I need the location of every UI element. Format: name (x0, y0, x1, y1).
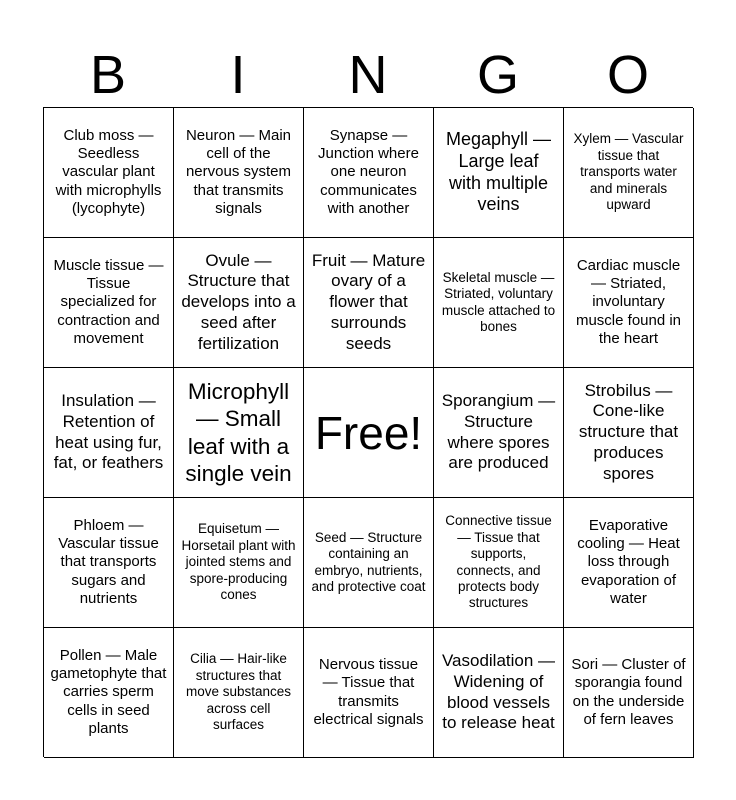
bingo-cell-pollen: Pollen — Male gametophyte that carries sperm cells in seed plants (44, 628, 174, 758)
bingo-cell-nervous-tissue: Nervous tissue — Tissue that transmits electrical signals (304, 628, 434, 758)
bingo-cell-microphyll: Microphyll — Small leaf with a single vein (174, 368, 304, 498)
bingo-cell-equisetum: Equisetum — Horsetail plant with jointed stems and spore-producing cones (174, 498, 304, 628)
bingo-cell-synapse: Synapse — Junction where one neuron communicates with another (304, 108, 434, 238)
bingo-cell-megaphyll: Megaphyll — Large leaf with multiple veins (434, 108, 564, 238)
bingo-cell-ovule: Ovule — Structure that develops into a seed after fertilization (174, 238, 304, 368)
header-letter-o: O (606, 45, 649, 105)
bingo-cell-sporangium: Sporangium — Structure where spores are produced (434, 368, 564, 498)
header-letter-b: B (89, 45, 127, 105)
bingo-cell-free: Free! (304, 368, 434, 498)
bingo-header (43, 44, 693, 106)
bingo-cell-strobilus: Strobilus — Cone-like structure that produces spores (564, 368, 694, 498)
bingo-cell-connective-tissue: Connective tissue — Tissue that supports, connects, and protects body structures (434, 498, 564, 628)
bingo-cell-cardiac-muscle: Cardiac muscle — Striated, involuntary muscle found in the heart (564, 238, 694, 368)
header-letter-g: G (476, 45, 519, 105)
header-letter-n: N (348, 45, 388, 105)
bingo-cell-evaporative-cooling: Evaporative cooling — Heat loss through evaporation of water (564, 498, 694, 628)
bingo-cell-fruit: Fruit — Mature ovary of a flower that surrounds seeds (304, 238, 434, 368)
bingo-cell-insulation: Insulation — Retention of heat using fur, fat, or feathers (44, 368, 174, 498)
bingo-cell-club-moss: Club moss — Seedless vascular plant with microphylls (lycophyte) (44, 108, 174, 238)
bingo-cell-seed: Seed — Structure containing an embryo, nutrients, and protective coat (304, 498, 434, 628)
header-letter-i: I (230, 45, 246, 105)
bingo-cell-skeletal-muscle: Skeletal muscle — Striated, voluntary muscle attached to bones (434, 238, 564, 368)
bingo-cell-sori: Sori — Cluster of sporangia found on the underside of fern leaves (564, 628, 694, 758)
bingo-cell-phloem: Phloem — Vascular tissue that transports sugars and nutrients (44, 498, 174, 628)
bingo-cell-neuron: Neuron — Main cell of the nervous system that transmits signals (174, 108, 304, 238)
bingo-board (43, 107, 693, 757)
bingo-cell-cilia: Cilia — Hair-like structures that move substances across cell surfaces (174, 628, 304, 758)
bingo-cell-xylem: Xylem — Vascular tissue that transports water and minerals upward (564, 108, 694, 238)
bingo-cell-vasodilation: Vasodilation — Widening of blood vessels to release heat (434, 628, 564, 758)
bingo-cell-muscle-tissue: Muscle tissue — Tissue specialized for contraction and movement (44, 238, 174, 368)
